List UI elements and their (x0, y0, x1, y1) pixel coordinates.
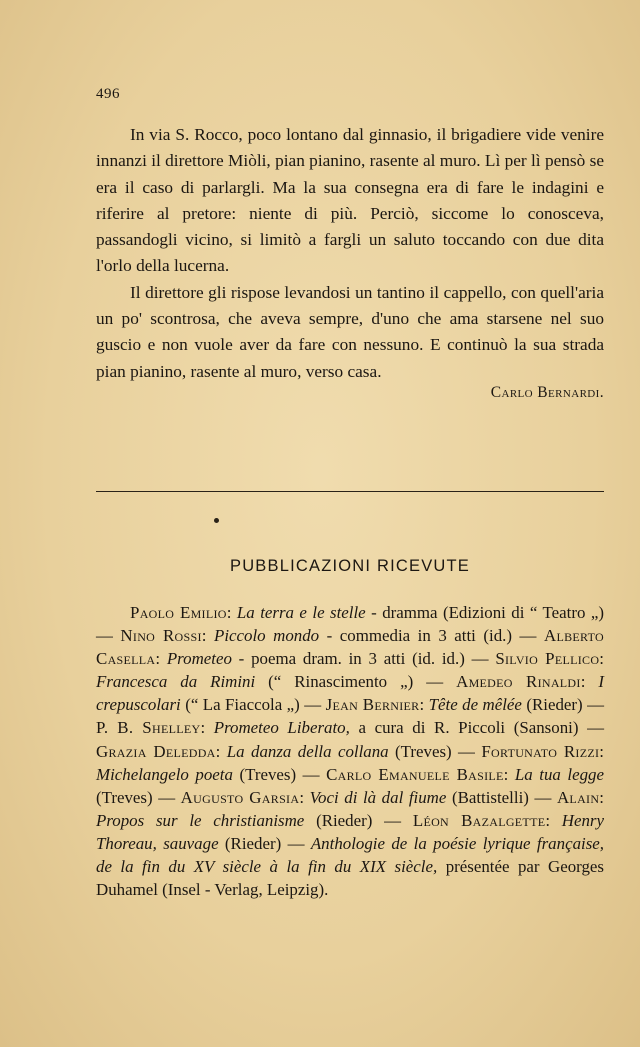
publication-title: Prometeo (166, 649, 232, 669)
publication-entry: Alberto Casella: Prometeo - poema dram. in 3 atti (id. id.) (96, 626, 605, 669)
publication-entry: Augusto Garsia: Voci di là dal fiume (Battistelli) (180, 787, 529, 807)
publication-title: Michelangelo poeta (96, 764, 233, 784)
publication-note: - dramma (Edizioni di “ Teatro „) (365, 603, 604, 622)
publication-note: (Rieder) (218, 833, 282, 853)
publication-title: Voci di là dal fiume (309, 787, 447, 807)
publication-entry: Fortunato Rizzi: Michelangelo poeta (Treves) (96, 741, 604, 784)
publication-author: Fortunato Rizzi (481, 741, 600, 761)
publication-author: Paolo Emilio (130, 603, 227, 622)
publication-entry: Nino Rossi: Piccolo mondo - commedia in 3 atti (id.) (120, 626, 513, 646)
publication-note: (“ La Fiaccola „) (180, 695, 300, 715)
publication-title: Propos sur le christianisme (96, 810, 305, 830)
author-signature: Carlo Bernardi. (490, 384, 604, 401)
publication-title: Henry Thoreau, sauvage (96, 810, 605, 853)
story-text (96, 122, 604, 385)
paragraph: Il direttore gli rispose levandosi un tantino il cappello, con quell'aria un po' scontrosa, che aveva sempre, d'uno che ama starsene nel suo guscio e non vuole aver da fare con nessuno. E continuò la sua strada pian pianino, rasente al muro, verso casa. (96, 282, 604, 381)
publication-entry: Grazia Deledda: La danza della collana (Treves) (96, 741, 452, 761)
publication-entry: Paolo Emilio: La terra e le stelle - dramma (Edizioni di “ Teatro „) (130, 603, 604, 622)
publication-author: Silvio Pellico (495, 649, 600, 669)
publication-title: Prometeo Liberato, (213, 718, 350, 738)
publication-title: La terra e le stelle (236, 603, 366, 622)
publication-entry: Alain: Propos sur le christianisme (Rieder) (96, 787, 604, 830)
publication-entry: Amedeo Rinaldi: I crepuscolari (“ La Fiaccola „) (96, 672, 604, 715)
publication-entry: Carlo Emanuele Basile: La tua legge (Treves) (96, 764, 604, 807)
publication-note: (Rieder) (304, 810, 373, 830)
publication-note: (Treves) (388, 741, 452, 761)
publication-entry: Silvio Pellico: Francesca da Rimini (“ Rinascimento „) (96, 649, 604, 692)
publication-author: P. B. Shelley (96, 718, 201, 738)
publication-author: Alain (556, 787, 600, 807)
publication-author: Léon Bazalgette (412, 810, 546, 830)
publication-note: (Battistelli) (446, 787, 529, 807)
publication-note: (Treves) (96, 787, 153, 807)
publication-note: - commedia in 3 atti (id.) (319, 626, 513, 646)
publication-title: Piccolo mondo (214, 626, 320, 646)
publication-title: Francesca da Rimini (96, 672, 256, 692)
publications-list: Paolo Emilio: La terra e le stelle - dramma (Edizioni di “ Teatro „) — Nino Rossi: Piccolo mondo - commedia in 3 atti (id.) — Alberto Casella: Prometeo - poema dram. in 3 atti (id. id.) — Silvio Pellico: Francesca da Rimini (“ Rinascimento „) — Amedeo Rinaldi: I crepuscolari (“ La Fiaccola „) — Jean Bernier: Tête de mêlée (Rieder) — P. B. Shelley: Prometeo Liberato, a cura di R. Piccoli (Sansoni) — Grazia Deledda: La danza della collana (Treves) — Fortunato Rizzi: Michelangelo poeta (Treves) — Carlo Emanuele Basile: La tua legge (Treves) — Augusto Garsia: Voci di là dal fiume (Battistelli) — Alain: Propos sur le christianisme (Rieder) — Léon Bazalgette: Henry Thoreau, sauvage (Rieder) — Anthologie de la poésie lyrique française, de la fin du XV siècle à la fin du XIX siècle, présentée par Georges Duhamel (Insel - Verlag, Leipzig). (96, 603, 605, 900)
publication-note: (Treves) (232, 764, 297, 784)
publication-author: Nino Rossi (120, 626, 202, 646)
publication-note: présentée par Georges Duhamel (Insel - Verlag, Leipzig). (96, 857, 604, 900)
publication-author: Alberto Casella (96, 626, 605, 669)
publication-entry: Léon Bazalgette: Henry Thoreau, sauvage (Rieder) (96, 810, 605, 853)
publication-note: (“ Rinascimento „) (255, 672, 414, 692)
publication-entry: P. B. Shelley: Prometeo Liberato, a cura di R. Piccoli (Sansoni) (96, 718, 579, 738)
publication-title: I crepuscolari (96, 672, 604, 715)
publication-note: - poema dram. in 3 atti (id. id.) (231, 649, 465, 669)
section-divider (96, 491, 604, 492)
page-number: 496 (96, 86, 120, 102)
publication-title: La danza della collana (226, 741, 389, 761)
publication-author: Carlo Emanuele Basile (326, 764, 504, 784)
publication-title: Tête de mêlée (428, 695, 522, 715)
section-heading: PUBBLICAZIONI RICEVUTE (229, 557, 471, 575)
publication-entry: Jean Bernier: Tête de mêlée (Rieder) (325, 695, 583, 715)
publication-author: Grazia Deledda (96, 741, 216, 761)
publication-title: Anthologie de la poésie lyrique française, de la fin du XV siècle à la fin du XIX siècle, (96, 833, 604, 877)
publication-author: Amedeo Rinaldi (456, 672, 581, 692)
publication-note: (Rieder) (521, 695, 583, 715)
ink-speck (214, 518, 219, 523)
publication-author: Jean Bernier (325, 695, 420, 715)
publication-author: Augusto Garsia (180, 787, 300, 807)
paragraph: In via S. Rocco, poco lontano dal ginnasio, il brigadiere vide venire innanzi il direttore Miòli, pian pianino, rasente al muro. Lì per lì pensò se era il caso di parlargli. Ma la sua consegna era di fare le indagini e riferire al pretore: niente di più. Perciò, siccome lo conosceva, passandogli vicino, si limitò a fargli un saluto toccando con due dita l'orlo della lucerna. (96, 125, 604, 276)
publication-title: La tua legge (514, 764, 604, 784)
publication-note: a cura di R. Piccoli (Sansoni) (349, 718, 579, 738)
